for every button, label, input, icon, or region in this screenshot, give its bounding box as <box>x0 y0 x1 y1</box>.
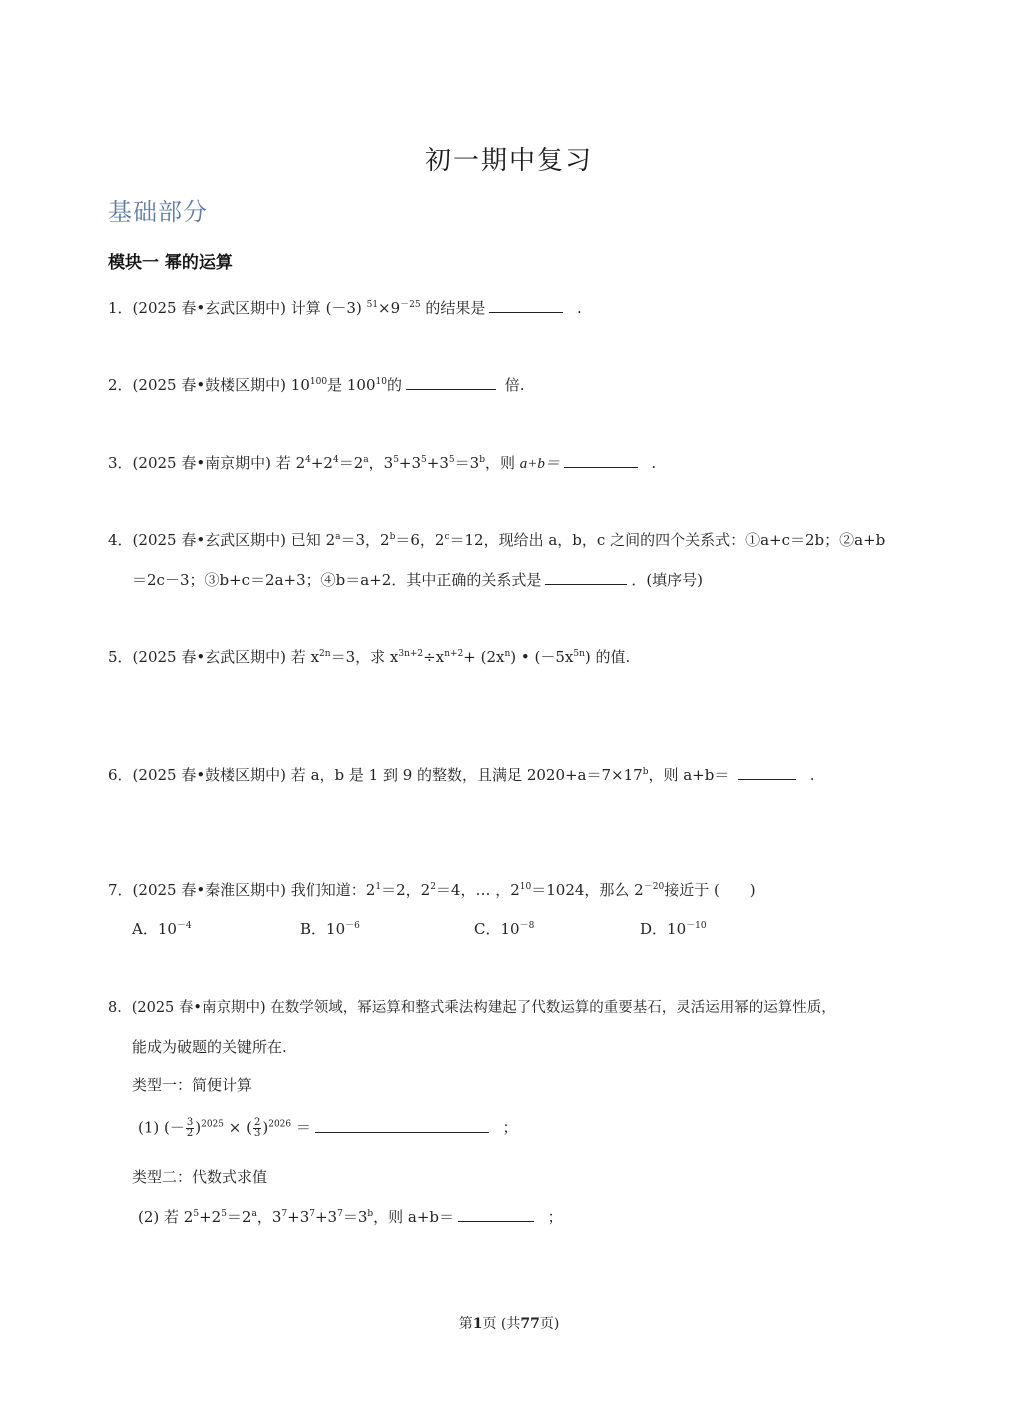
type-two-heading: 类型二：代数式求值 <box>132 1168 268 1186</box>
option-c[interactable]: C．$10^{-8}$ <box>474 920 535 938</box>
question-1: 1．(2025 春•玄武区期中) 计算 (－3) $^{51}\times 9^{-25}$ 的结果是 . <box>108 299 582 317</box>
section-heading: 基础部分 <box>108 198 208 226</box>
question-3: 3．(2025 春•南京期中) 若 $2^4+2^4=2^a$，$3^5+3^5+3^5=3^b$，则 a+b＝ . <box>108 454 657 472</box>
answer-blank[interactable] <box>564 455 638 468</box>
answer-blank[interactable] <box>458 1209 534 1222</box>
question-8-part-2: (2) 若 $2^5+2^5=2^a$，$3^7+3^7+3^7=3^b$，则 a+b＝ ； <box>138 1208 563 1226</box>
answer-blank[interactable] <box>545 572 627 585</box>
question-8-line-1: 8．(2025 春•南京期中) 在数学领域，幂运算和整式乘法构建起了代数运算的重要基石，灵活运用幂的运算性质， <box>108 1000 836 1016</box>
type-one-heading: 类型一：简便计算 <box>132 1076 253 1094</box>
answer-blank[interactable] <box>489 300 563 313</box>
question-5: 5．(2025 春•玄武区期中) 若 $x^{2n}=3$，求 $x^{3n+2}\div x^{n+2}+ (2x^n)$ • $(-5x^{5n})$ 的值. <box>108 648 631 666</box>
fraction: $\frac{3}{2}$ <box>186 1117 194 1139</box>
question-4-line-1: 4．(2025 春•玄武区期中) 已知 $2^a=3$，$2^b=6$，$2^c=12$，现给出 a，b，c 之间的四个关系式：①a+c＝2b；②a+b <box>108 531 886 549</box>
question-6: 6．(2025 春•鼓楼区期中) 若 a，b 是 1 到 9 的整数，且满足 $2020+a=7\times 17^b$，则 a+b＝ . <box>108 766 815 784</box>
option-a[interactable]: A．$10^{-4}$ <box>132 920 192 938</box>
question-2: 2．(2025 春•鼓楼区期中) $10^{100}$是 $100^{10}$的 倍. <box>108 376 525 394</box>
page-footer: 第1页 (共77页) <box>458 1316 560 1332</box>
question-8-part-1: (1) (－ $\frac{3}{2}$ )$^{2025}$ × ( $\frac{2}{3}$ )$^{2026}$ ＝ ； <box>138 1117 518 1139</box>
option-b[interactable]: B．$10^{-6}$ <box>300 920 360 938</box>
page-title: 初一期中复习 <box>424 146 593 176</box>
answer-blank[interactable] <box>406 377 496 390</box>
answer-blank[interactable] <box>738 767 796 780</box>
option-d[interactable]: D．$10^{-10}$ <box>640 920 707 938</box>
module-heading: 模块一 幂的运算 <box>108 253 233 273</box>
question-4-line-2: ＝2c－3；③b+c＝2a+3；④b＝a+2．其中正确的关系式是 ．(填序号) <box>132 571 704 589</box>
current-page-number: 1 <box>472 1316 483 1332</box>
answer-blank[interactable] <box>315 1120 489 1133</box>
fraction: $\frac{2}{3}$ <box>253 1117 261 1139</box>
question-7: 7．(2025 春•秦淮区期中) 我们知道：$2^1=2$，$2^2=4$，… ，$2^{10}=1024$，那么 $2^{-20}$接近于 ( ) <box>108 881 756 899</box>
total-pages: 77 <box>520 1316 540 1332</box>
question-8-line-2: 能成为破题的关键所在. <box>132 1038 287 1056</box>
